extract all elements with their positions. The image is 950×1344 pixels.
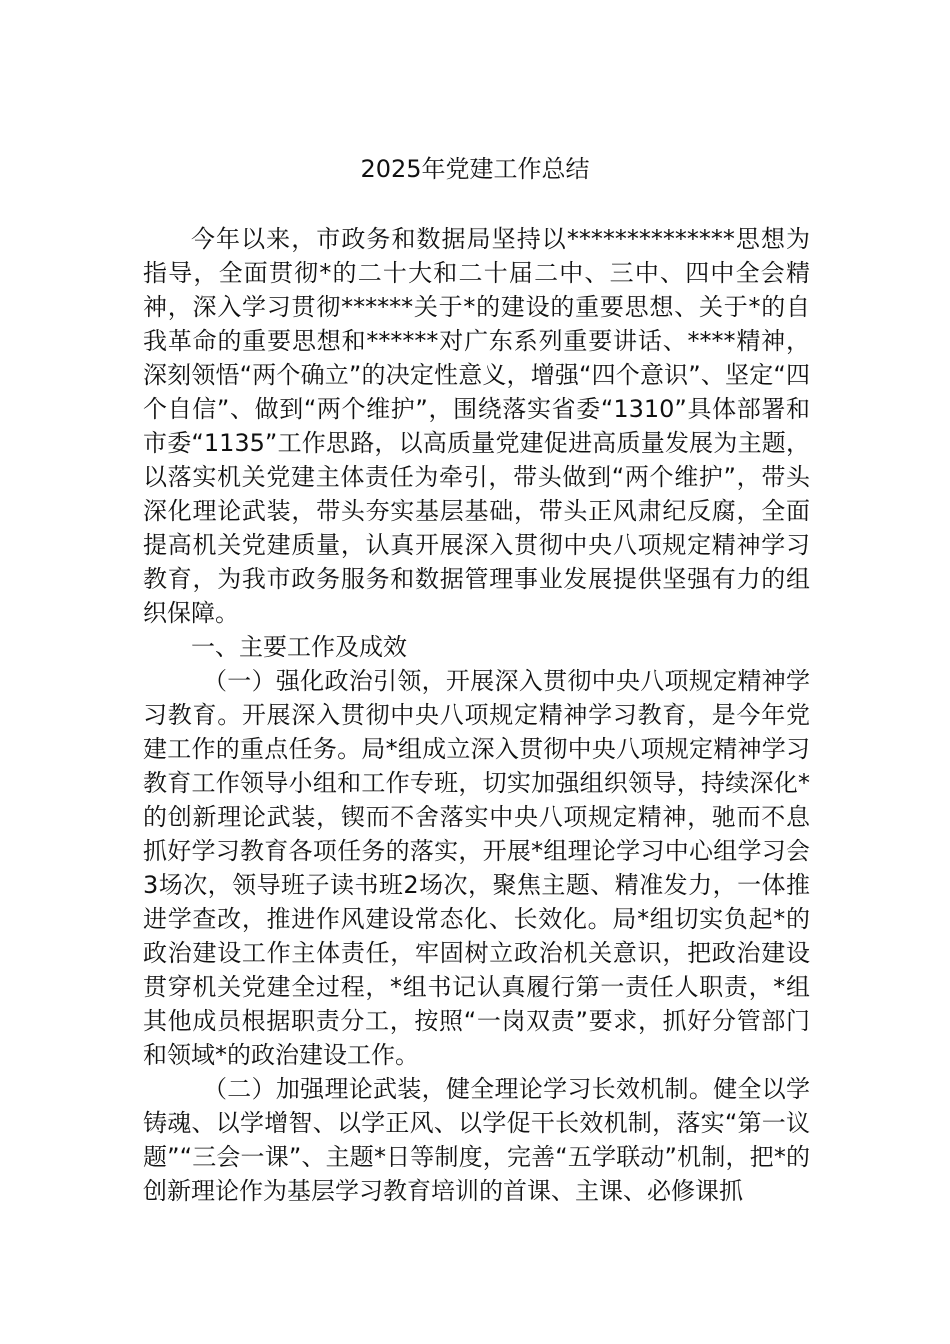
subsection-paragraph-2: （二）加强理论武装，健全理论学习长效机制。健全以学铸魂、以学增智、以学正风、以学促干长效机制，落实“第一议题”“三会一课”、主题*日等制度，完善“五学联动”机制，把*的创新理论作为基层学习教育培训的首课、主课、必修课抓 [143, 1075, 810, 1205]
subsection-paragraph-1: （一）强化政治引领，开展深入贯彻中央八项规定精神学习教育。开展深入贯彻中央八项规定精神学习教育，是今年党建工作的重点任务。局*组成立深入贯彻中央八项规定精神学习教育工作领导小组和工作专班，切实加强组织领导，持续深化*的创新理论武装，锲而不舍落实中央八项规定精神，驰而不息抓好学习教育各项任务的落实，开展*组理论学习中心组学习会3场次，领导班子读书班2场次，聚焦主题、精准发力，一体推进学查改，推进作风建设常态化、长效化。局*组切实负起*的政治建设工作主体责任，牢固树立政治机关意识，把政治建设贯穿机关党建全过程，*组书记认真履行第一责任人职责，*组其他成员根据职责分工，按照“一岗双责”要求，抓好分管部门和领域*的政治建设工作。 [143, 667, 810, 1069]
intro-paragraph: 今年以来，市政务和数据局坚持以**************思想为指导，全面贯彻*的二十大和二十届二中、三中、四中全会精神，深入学习贯彻******关于*的建设的重要思想、关于*的自我革命的重要思想和******对广东系列重要讲话、****精神，深刻领悟“两个确立”的决定性意义，增强“四个意识”、坚定“四个自信”、做到“两个维护”，围绕落实省委“1310”具体部署和市委“1135”工作思路，以高质量党建促进高质量发展为主题，以落实机关党建主体责任为牵引，带头做到“两个维护”，带头深化理论武装，带头夯实基层基础，带头正风肃纪反腐，全面提高机关党建质量，认真开展深入贯彻中央八项规定精神学习教育，为我市政务服务和数据管理事业发展提供坚强有力的组织保障。 [143, 225, 810, 627]
section-heading-1: 一、主要工作及成效 [191, 633, 407, 661]
document-body [143, 222, 810, 1208]
document-title: 2025年党建工作总结 [360, 155, 590, 183]
